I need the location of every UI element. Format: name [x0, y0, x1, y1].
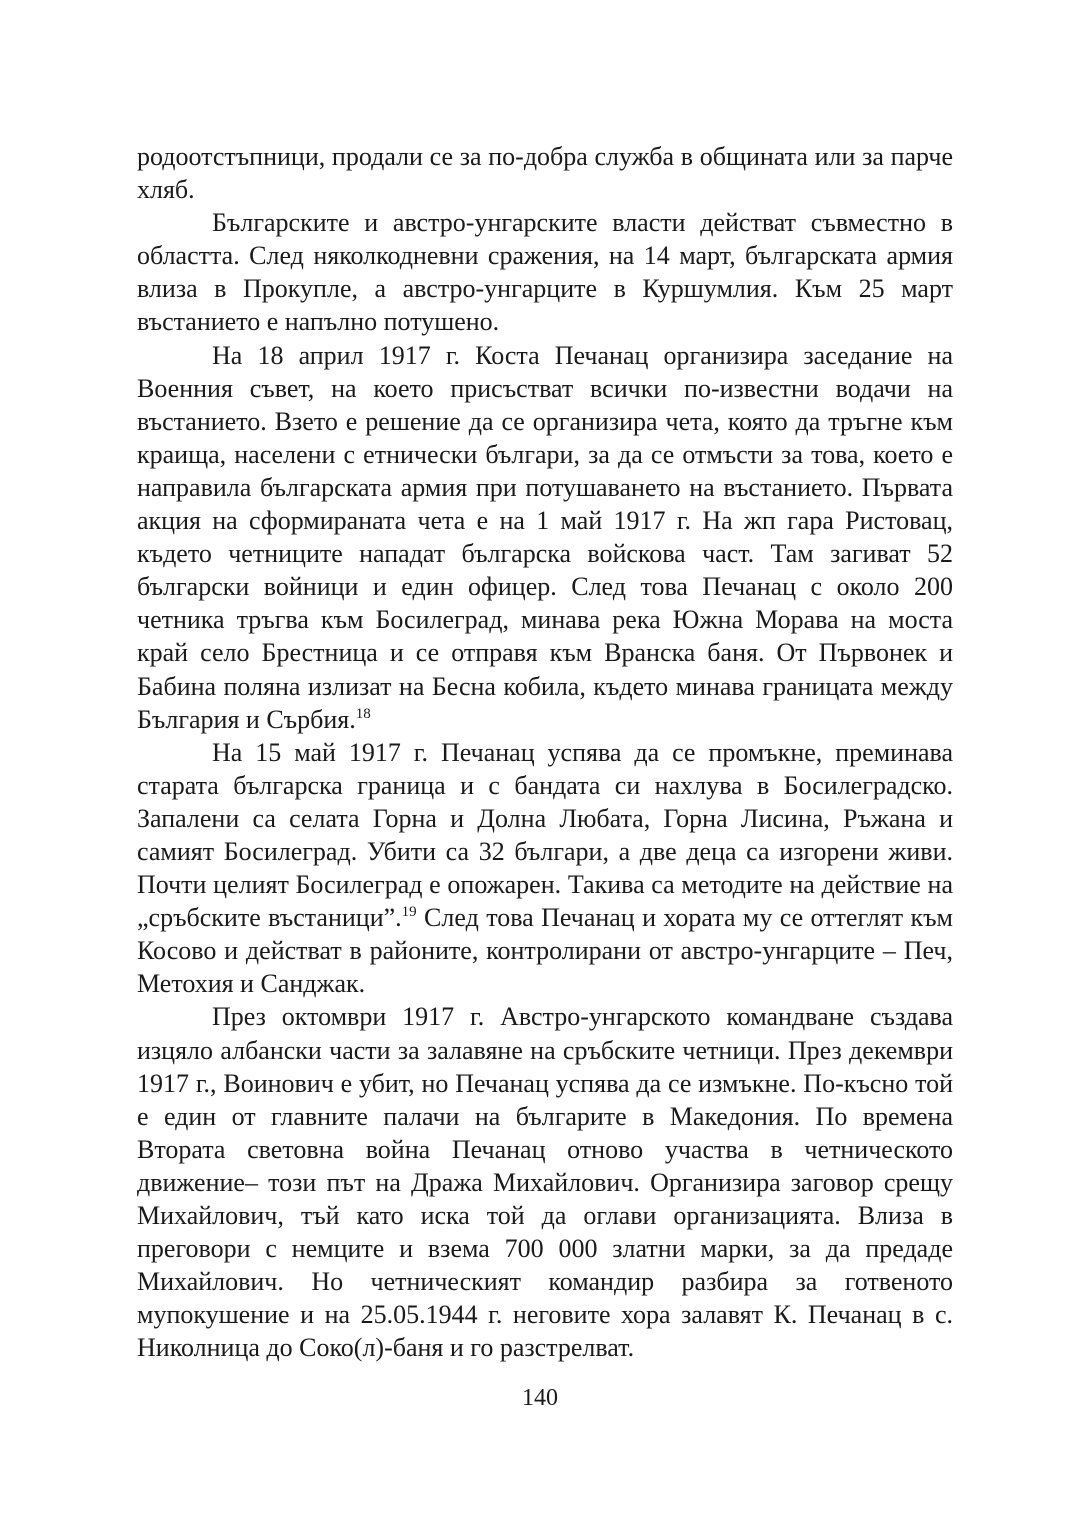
paragraph-3-text: На 18 април 1917 г. Коста Печанац организира заседание на Военния съвет, на което присъстват всички по-известни водачи на въстанието. Взето е решение да се организира чета, която да тръгне към краища, населени с етнически българи, за да се отмъсти за това, което е направила българската армия при потушаването на въстанието. Първата акция на сформираната чета е на 1 май 1917 г. На жп гара Ристовац, където четниците нападат българска войскова част. Там загиват 52 български войници и един офицер. След това Печанац с около 200 четника тръгва към Босилеград, минава река Южна Морава на моста край село Брестница и се отправя към Вранска баня. От Първонек и Бабина поляна излизат на Бесна кобила, където минава границата между България и Сърбия. — [137, 340, 953, 734]
paragraph-4 — [137, 736, 953, 1001]
paragraph-3 — [137, 339, 953, 736]
paragraph-1: родоотстъпници, продали се за по-добра служба в общината или за парче хляб. — [137, 142, 953, 205]
paragraph-2: Българските и австро-унгарските власти действат съвместно в областта. След няколкодневни сражения, на 14 март, българската армия влиза в Прокупле, а австро-унгарците в Куршумлия. Към 25 март въстанието е напълно потушено. — [137, 208, 953, 337]
paragraph-4-text-after: След това Печанац и хората му се оттеглят към Косово и действат в районите, контролирани от австро-унгарците – Печ, Метохия и Санджак. — [137, 903, 954, 999]
footnote-ref-19: 19 — [401, 904, 417, 921]
paragraph-4-text: На 15 май 1917 г. Печанац успява да се промъкне, преминава старата българска граница и с бандата си нахлува в Босилеградско. Запалени са селата Горна и Долна Любата, Горна Лисина, Ръжана и самият Босилеград. Убити са 32 българи, а две деца са изгорени живи. Почти целият Босилеград е опожарен. Такива са методите на действие на „сръбските въстаници”. — [137, 737, 953, 933]
page-number: 140 — [522, 1385, 558, 1411]
body-text — [137, 140, 953, 1364]
paragraph-5: През октомври 1917 г. Австро-унгарското командване създава изцяло албански части за залавяне на сръбските четници. През декември 1917 г., Воинович е убит, но Печанац успява да се измъкне. По-късно той е един от главните палачи на българите в Македония. По времена Втората световна война Печанац отново участва в четническото движение– този път на Дража Михайлович. Организира заговор срещу Михайлович, тъй като иска той да оглави организацията. Влиза в преговори с немците и взема 700 000 златни марки, за да предаде Михайлович. Но четническият командир разбира за готвеното мупокушение и на 25.05.1944 г. неговите хора залавят К. Печанац в с. Николница до Соко(л)-баня и го разстрелват. — [137, 1002, 953, 1363]
footnote-ref-18: 18 — [355, 705, 371, 722]
